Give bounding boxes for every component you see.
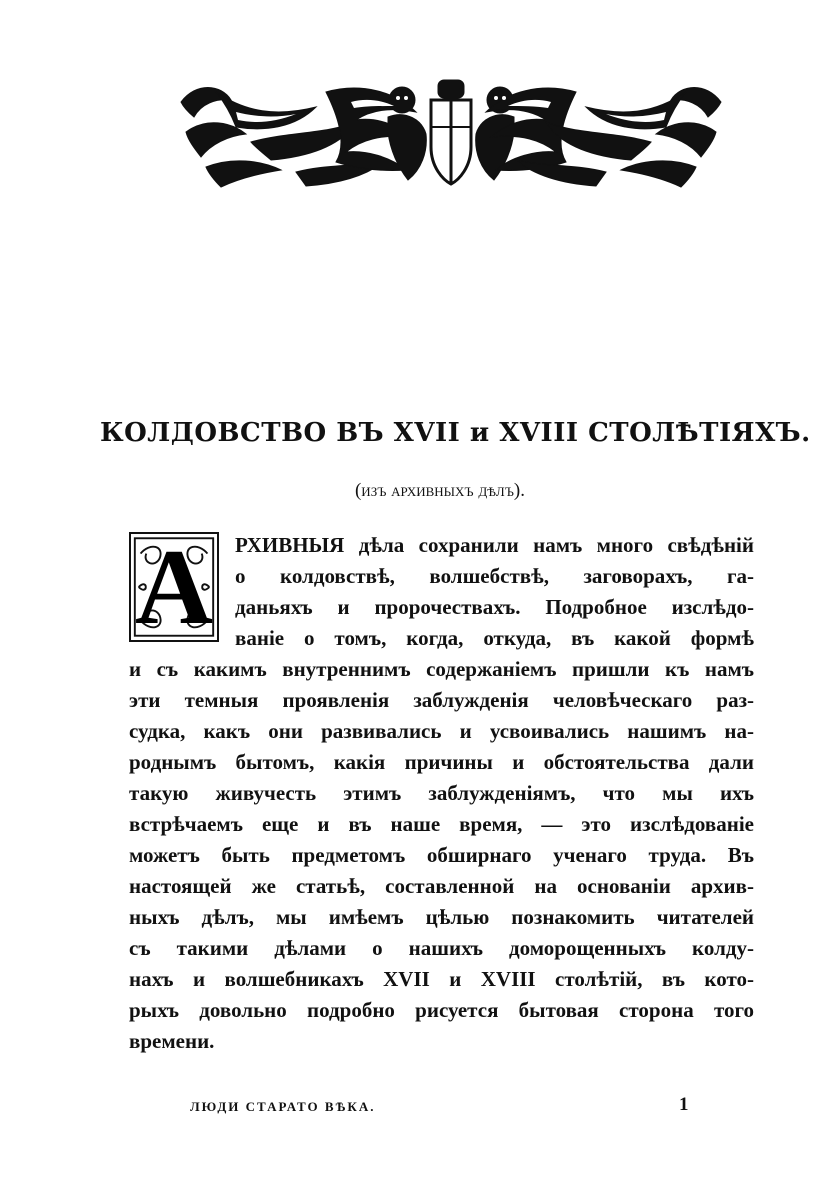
article-body <box>129 530 754 1057</box>
text-line: и съ какимъ внутреннимъ содержаніемъ пришли къ намъ <box>129 657 754 681</box>
text-line: времени. <box>129 1029 215 1053</box>
text-line: эти темныя проявленія заблужденія человѣческаго раз- <box>129 688 754 712</box>
text-line: встрѣчаемъ еще и въ наше время, — это изслѣдованіе <box>129 812 754 836</box>
drop-cap-letter: А <box>135 532 213 642</box>
text-line: рыхъ довольно подробно рисуется бытовая сторона того <box>129 998 754 1022</box>
text-line: ныхъ дѣлъ, мы имѣемъ цѣлью познакомить читателей <box>129 905 754 929</box>
page-number: 1 <box>679 1094 689 1115</box>
winged-cherubs-shield-headpiece-icon <box>176 72 726 190</box>
text-line: роднымъ бытомъ, какія причины и обстоятельства дали <box>129 750 754 774</box>
running-head: ЛЮДИ СТАРАТО ВѢКА. <box>190 1099 376 1114</box>
text-line: нахъ и волшебникахъ XVII и XVIII столѣтій, въ кото- <box>129 967 754 991</box>
text-line: судка, какъ они развивались и усвоивались нашимъ на- <box>129 719 754 743</box>
text-line: настоящей же статьѣ, составленной на основаніи архив- <box>129 874 754 898</box>
text-line: РХИВНЫЯ дѣла сохранили намъ много свѣдѣній <box>235 533 754 557</box>
text-line: ваніе о томъ, когда, откуда, въ какой формѣ <box>235 626 754 650</box>
text-line: можетъ быть предметомъ обширнаго ученаго труда. Въ <box>129 843 754 867</box>
text-line: о колдовствѣ, волшебствѣ, заговорахъ, га- <box>235 564 754 588</box>
text-line: съ такими дѣлами о нашихъ доморощенныхъ колду- <box>129 936 754 960</box>
article-title: КОЛДОВСТВО ВЪ XVII и XVIII СТОЛѢТІЯХЪ. <box>100 418 811 448</box>
text-line: даньяхъ и пророчествахъ. Подробное изслѣдо- <box>235 595 754 619</box>
text-line: такую живучесть этимъ заблужденіямъ, что мы ихъ <box>129 781 754 805</box>
article-subtitle: (изъ архивныхъ дѣлъ). <box>354 480 525 501</box>
